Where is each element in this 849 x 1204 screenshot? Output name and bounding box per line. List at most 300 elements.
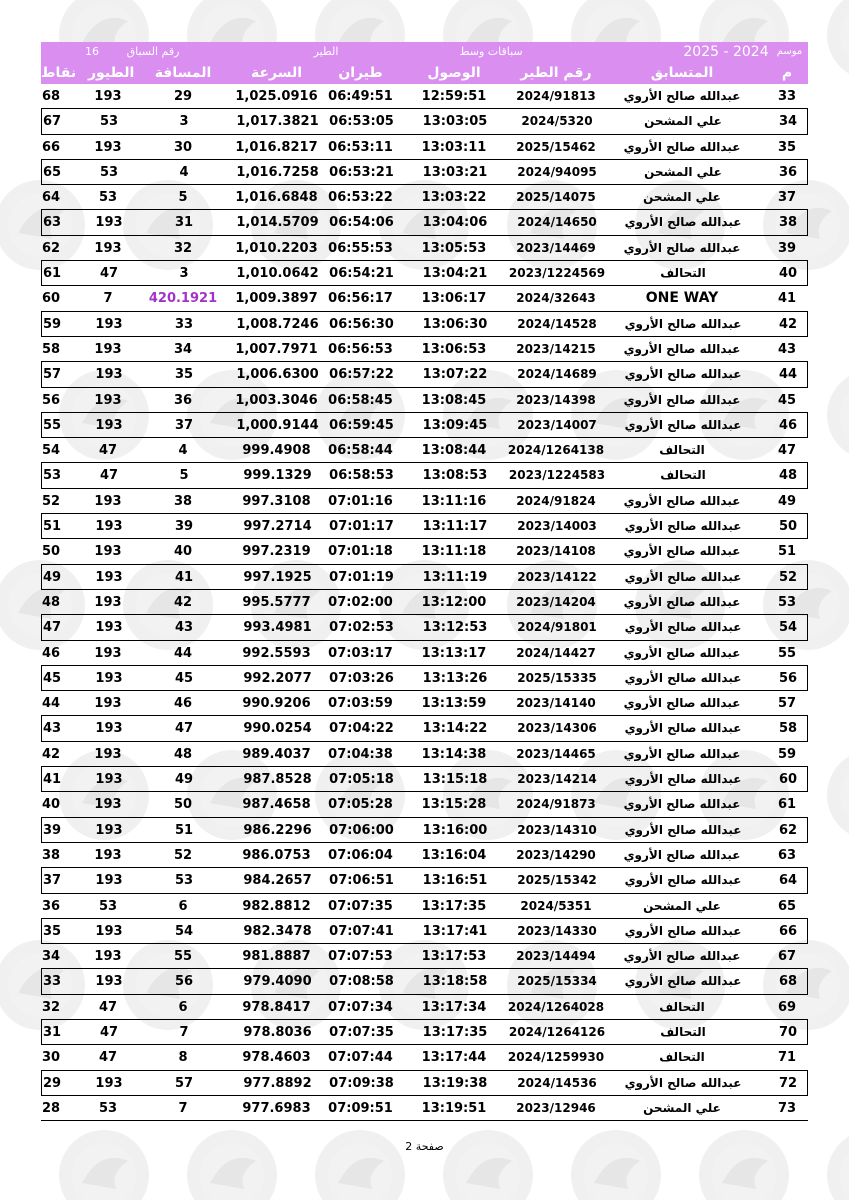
racer-name-cell: عبدالله صالح الأروي (624, 923, 742, 938)
distance-cell: 46 (173, 696, 193, 712)
col-birds: الطيور (88, 65, 135, 81)
ring-number-cell: 2024/1259930 (507, 1050, 605, 1065)
birds-cell: 53 (98, 190, 118, 206)
arrival-time-cell: 13:05:53 (421, 240, 487, 256)
arrival-time-cell: 13:03:22 (421, 190, 487, 206)
flight-time-cell: 06:49:51 (328, 89, 393, 104)
points-cell: 44 (41, 696, 61, 712)
col-points: نقاط (41, 65, 77, 81)
speed-cell: 1,016.7258 (236, 164, 319, 180)
points-cell: 59 (42, 316, 62, 332)
birds-cell: 193 (94, 594, 122, 610)
distance-cell: 6 (178, 999, 188, 1015)
distance-cell: 56 (174, 974, 194, 990)
racer-name-cell: عبدالله صالح الأروي (624, 569, 742, 584)
birds-cell: 193 (94, 696, 122, 712)
points-cell: 32 (41, 999, 61, 1015)
distance-cell: 6 (178, 898, 188, 914)
rank-cell: 38 (778, 215, 798, 231)
birds-cell: 193 (94, 544, 122, 560)
page-number: صفحة 2 (405, 1140, 444, 1153)
table-row (41, 261, 808, 286)
flight-time-cell: 07:02:00 (328, 594, 393, 610)
points-cell: 66 (41, 139, 61, 155)
speed-cell: 978.4603 (242, 1050, 311, 1066)
arrival-time-cell: 13:12:00 (421, 594, 487, 610)
arrival-time-cell: 13:07:22 (422, 367, 488, 383)
ring-number-cell: 2024/5351 (520, 898, 592, 913)
table-row (41, 312, 808, 337)
flight-time-cell: 06:58:53 (329, 468, 394, 484)
distance-cell: 54 (174, 923, 194, 939)
arrival-time-cell: 12:59:51 (421, 89, 487, 104)
speed-cell: 990.9206 (242, 696, 311, 712)
racer-name-cell: التحالف (660, 266, 706, 281)
flight-time-cell: 07:07:44 (328, 1050, 393, 1066)
racer-name-cell: عبدالله صالح الأروي (624, 721, 742, 736)
arrival-time-cell: 13:15:28 (421, 797, 487, 813)
arrival-time-cell: 13:04:21 (422, 266, 488, 282)
arrival-time-cell: 13:03:11 (421, 139, 487, 155)
flight-time-cell: 07:03:26 (329, 670, 394, 686)
arrival-time-cell: 13:17:34 (421, 999, 487, 1015)
speed-cell: 992.2077 (243, 670, 312, 686)
racer-name-cell: عبدالله صالح الأروي (623, 797, 741, 812)
birds-cell: 193 (95, 316, 123, 332)
rank-cell: 65 (777, 898, 797, 914)
distance-cell: 52 (173, 847, 193, 863)
racer-name-cell: عبدالله صالح الأروي (624, 1075, 742, 1090)
points-cell: 45 (42, 670, 62, 686)
table-row (41, 894, 808, 919)
racer-name-cell: عبدالله صالح الأروي (623, 139, 741, 154)
arrival-time-cell: 13:16:00 (422, 822, 488, 838)
rank-cell: 57 (777, 696, 797, 712)
ring-number-cell: 2023/14215 (516, 341, 596, 356)
arrival-time-cell: 13:03:21 (422, 164, 488, 180)
table-row (41, 792, 808, 817)
table-row (41, 463, 808, 488)
ring-number-cell: 2023/14108 (516, 544, 596, 559)
season-value: 2025 - 2024 (683, 44, 769, 60)
racer-name-cell: التحالف (660, 468, 706, 483)
ring-number-cell: 2023/14398 (516, 392, 596, 407)
rank-cell: 52 (778, 569, 798, 585)
points-cell: 51 (42, 519, 62, 535)
table-row (41, 135, 808, 160)
table-row (41, 944, 808, 969)
racer-name-cell: عبدالله صالح الأروي (623, 746, 741, 761)
table-row (41, 362, 808, 387)
flight-time-cell: 07:05:18 (329, 772, 394, 788)
flight-time-cell: 06:56:53 (328, 341, 393, 357)
flight-time-cell: 07:07:41 (329, 923, 394, 939)
flight-time-cell: 06:53:11 (328, 139, 393, 155)
arrival-time-cell: 13:11:17 (422, 519, 488, 535)
distance-cell: 42 (173, 594, 193, 610)
speed-cell: 986.2296 (243, 822, 312, 838)
table-row (41, 590, 808, 615)
birds-cell: 193 (95, 367, 123, 383)
rank-cell: 48 (778, 468, 798, 484)
speed-cell: 1,006.6300 (236, 367, 319, 383)
rank-cell: 64 (778, 873, 798, 889)
ring-number-cell: 2023/14140 (516, 696, 596, 711)
distance-cell: 420.1921 (148, 291, 218, 307)
racer-name-cell: علي المشحن (644, 114, 722, 129)
arrival-time-cell: 13:17:44 (421, 1050, 487, 1066)
birds-cell: 193 (95, 519, 123, 535)
table-row (41, 716, 808, 741)
arrival-time-cell: 13:08:53 (422, 468, 488, 484)
birds-cell: 47 (99, 468, 119, 484)
points-cell: 56 (41, 392, 61, 408)
flight-time-cell: 06:57:22 (329, 367, 394, 383)
flight-time-cell: 07:07:34 (328, 999, 393, 1015)
ring-number-cell: 2024/1264126 (508, 1024, 606, 1039)
ring-number-cell: 2025/15462 (516, 139, 596, 154)
speed-cell: 981.8887 (242, 949, 311, 965)
birds-cell: 193 (95, 1075, 123, 1091)
rank-cell: 55 (777, 645, 797, 661)
arrival-time-cell: 13:03:05 (422, 114, 488, 130)
column-headers (41, 62, 808, 84)
table-row (41, 1071, 808, 1096)
arrival-time-cell: 13:06:17 (421, 291, 487, 307)
racer-name-cell: عبدالله صالح الأروي (624, 974, 742, 989)
arrival-time-cell: 13:12:53 (422, 620, 488, 636)
rank-cell: 60 (778, 772, 798, 788)
birds-cell: 193 (95, 215, 123, 231)
flight-time-cell: 06:59:45 (329, 417, 394, 433)
rank-cell: 58 (778, 721, 798, 737)
ring-number-cell: 2025/15342 (517, 873, 597, 888)
flight-time-cell: 07:07:35 (329, 1024, 394, 1040)
ring-number-cell: 2023/12946 (516, 1100, 596, 1115)
racer-name-cell: علي المشحن (643, 190, 721, 205)
points-cell: 57 (42, 367, 62, 383)
rank-cell: 36 (778, 164, 798, 180)
distance-cell: 5 (178, 190, 188, 206)
table-row (41, 185, 808, 210)
arrival-time-cell: 13:13:17 (421, 645, 487, 661)
birds-cell: 193 (94, 341, 122, 357)
speed-cell: 977.8892 (243, 1075, 312, 1091)
birds-cell: 53 (98, 898, 118, 914)
distance-cell: 39 (174, 519, 194, 535)
speed-cell: 1,010.2203 (235, 240, 318, 256)
distance-cell: 40 (173, 544, 193, 560)
rank-cell: 59 (777, 746, 797, 762)
ring-number-cell: 2024/14689 (517, 367, 597, 382)
arrival-time-cell: 13:08:45 (421, 392, 487, 408)
table-row (41, 868, 808, 893)
flight-time-cell: 07:06:51 (329, 873, 394, 889)
points-cell: 37 (42, 873, 62, 889)
speed-cell: 1,016.8217 (235, 139, 318, 155)
flight-time-cell: 07:09:38 (329, 1075, 394, 1091)
points-cell: 42 (41, 746, 61, 762)
arrival-time-cell: 13:18:58 (422, 974, 488, 990)
ring-number-cell: 2025/14075 (516, 190, 596, 205)
speed-cell: 979.4090 (243, 974, 312, 990)
table-row (41, 210, 808, 235)
flight-time-cell: 06:58:45 (328, 392, 393, 408)
race-number-value: 16 (85, 45, 99, 58)
col-racer: المتسابق (650, 65, 714, 81)
points-cell: 52 (41, 493, 61, 509)
ring-number-cell: 2023/14494 (516, 949, 596, 964)
table-row (41, 742, 808, 767)
rank-cell: 45 (777, 392, 797, 408)
table-row (41, 995, 808, 1020)
points-cell: 54 (41, 443, 61, 459)
racer-name-cell: عبدالله صالح الأروي (623, 949, 741, 964)
points-cell: 28 (41, 1100, 61, 1116)
table-row (41, 388, 808, 413)
speed-cell: 997.2319 (242, 544, 311, 560)
ring-number-cell: 2024/91873 (516, 797, 596, 812)
flight-time-cell: 07:05:28 (328, 797, 393, 813)
col-arrival: الوصول (427, 65, 481, 81)
table-row (41, 438, 808, 463)
flight-time-cell: 07:04:22 (329, 721, 394, 737)
distance-cell: 36 (173, 392, 193, 408)
racer-name-cell: عبدالله صالح الأروي (623, 341, 741, 356)
header-band (41, 42, 808, 62)
birds-cell: 193 (95, 772, 123, 788)
arrival-time-cell: 13:13:26 (422, 670, 488, 686)
speed-cell: 990.0254 (243, 721, 312, 737)
racer-name-cell: عبدالله صالح الأروي (623, 89, 741, 103)
distance-cell: 8 (178, 1050, 188, 1066)
speed-cell: 999.4908 (242, 443, 311, 459)
birds-cell: 47 (99, 266, 119, 282)
rank-cell: 41 (777, 291, 797, 307)
racer-name-cell: عبدالله صالح الأروي (624, 215, 742, 230)
distance-cell: 32 (173, 240, 193, 256)
points-cell: 65 (42, 164, 62, 180)
rank-cell: 71 (777, 1050, 797, 1066)
flight-time-cell: 07:09:51 (328, 1100, 393, 1116)
rank-cell: 47 (777, 443, 797, 459)
ring-number-cell: 2023/14310 (517, 822, 597, 837)
points-cell: 63 (42, 215, 62, 231)
flight-time-cell: 07:03:59 (328, 696, 393, 712)
distance-cell: 51 (174, 822, 194, 838)
rank-cell: 70 (778, 1024, 798, 1040)
rank-cell: 72 (778, 1075, 798, 1091)
ring-number-cell: 2023/14003 (517, 519, 597, 534)
speed-cell: 982.3478 (243, 923, 312, 939)
arrival-time-cell: 13:11:18 (421, 544, 487, 560)
rank-cell: 33 (777, 89, 797, 104)
racer-name-cell: عبدالله صالح الأروي (624, 822, 742, 837)
distance-cell: 43 (174, 620, 194, 636)
flight-time-cell: 07:01:17 (329, 519, 394, 535)
racer-name-cell: عبدالله صالح الأروي (623, 645, 741, 660)
flight-time-cell: 07:01:19 (329, 569, 394, 585)
rank-cell: 50 (778, 519, 798, 535)
flight-time-cell: 06:53:21 (329, 164, 394, 180)
racer-name-cell: علي المشحن (644, 164, 722, 179)
rank-cell: 69 (777, 999, 797, 1015)
arrival-time-cell: 13:08:44 (421, 443, 487, 459)
flight-time-cell: 06:55:53 (328, 240, 393, 256)
rank-cell: 68 (778, 974, 798, 990)
racer-name-cell: عبدالله صالح الأروي (624, 620, 742, 635)
ring-number-cell: 2024/91801 (517, 620, 597, 635)
arrival-time-cell: 13:06:30 (422, 316, 488, 332)
race-category: سباقات وسط (459, 45, 523, 58)
arrival-time-cell: 13:14:38 (421, 746, 487, 762)
table-row (41, 818, 808, 843)
rank-cell: 44 (778, 367, 798, 383)
arrival-time-cell: 13:17:41 (422, 923, 488, 939)
table-row (41, 84, 808, 109)
distance-cell: 3 (179, 266, 189, 282)
speed-cell: 982.8812 (242, 898, 311, 914)
distance-cell: 31 (174, 215, 194, 231)
speed-cell: 997.2714 (243, 519, 312, 535)
speed-cell: 987.8528 (243, 772, 312, 788)
watermark-emblem (827, 750, 849, 840)
points-cell: 62 (41, 240, 61, 256)
rank-cell: 34 (778, 114, 798, 130)
flight-time-cell: 06:53:22 (328, 190, 393, 206)
speed-cell: 1,009.3897 (235, 291, 318, 307)
speed-cell: 1,025.0916 (235, 89, 318, 104)
birds-cell: 193 (94, 746, 122, 762)
watermark-emblem (827, 0, 849, 80)
birds-cell: 193 (95, 873, 123, 889)
ring-number-cell: 2023/14465 (516, 746, 596, 761)
arrival-time-cell: 13:17:35 (421, 898, 487, 914)
ring-number-cell: 2025/15335 (517, 670, 597, 685)
ring-number-cell: 2023/14330 (517, 923, 597, 938)
birds-cell: 53 (98, 1100, 118, 1116)
speed-cell: 997.1925 (243, 569, 312, 585)
points-cell: 40 (41, 797, 61, 813)
points-cell: 36 (41, 898, 61, 914)
distance-cell: 4 (178, 443, 188, 459)
arrival-time-cell: 13:11:19 (422, 569, 488, 585)
flight-time-cell: 07:01:18 (328, 544, 393, 560)
flight-time-cell: 07:04:38 (328, 746, 393, 762)
racer-name-cell: عبدالله صالح الأروي (624, 367, 742, 382)
ring-number-cell: 2023/14469 (516, 240, 596, 255)
speed-cell: 978.8417 (242, 999, 311, 1015)
distance-cell: 37 (174, 417, 194, 433)
table-body (41, 84, 808, 1121)
points-cell: 43 (42, 721, 62, 737)
ring-number-cell: 2023/1224569 (508, 266, 606, 281)
arrival-time-cell: 13:19:51 (421, 1100, 487, 1116)
table-row (41, 969, 808, 994)
table-row (41, 539, 808, 564)
table-row (41, 236, 808, 261)
table-row (41, 489, 808, 514)
speed-cell: 989.4037 (242, 746, 311, 762)
flight-time-cell: 06:56:30 (329, 316, 394, 332)
season-label: موسم (776, 46, 803, 57)
table-row (41, 514, 808, 539)
speed-cell: 1,017.3821 (236, 114, 319, 130)
distance-cell: 53 (174, 873, 194, 889)
flight-time-cell: 07:03:17 (328, 645, 393, 661)
racer-name-cell: علي المشحن (643, 1100, 721, 1115)
rank-cell: 61 (777, 797, 797, 813)
points-cell: 31 (42, 1024, 62, 1040)
table-row (41, 843, 808, 868)
table-row (41, 565, 808, 590)
points-cell: 39 (42, 822, 62, 838)
flight-time-cell: 07:08:58 (329, 974, 394, 990)
speed-cell: 1,010.0642 (236, 266, 319, 282)
speed-cell: 993.4981 (243, 620, 312, 636)
racer-name-cell: التحالف (659, 1050, 705, 1065)
points-cell: 50 (41, 544, 61, 560)
distance-cell: 34 (173, 341, 193, 357)
arrival-time-cell: 13:13:59 (421, 696, 487, 712)
birds-cell: 193 (94, 240, 122, 256)
birds-cell: 193 (94, 797, 122, 813)
flight-time-cell: 07:06:04 (328, 847, 393, 863)
speed-cell: 977.6983 (242, 1100, 311, 1116)
distance-cell: 47 (174, 721, 194, 737)
rank-cell: 66 (778, 923, 798, 939)
birds-cell: 193 (95, 721, 123, 737)
points-cell: 53 (42, 468, 62, 484)
rank-cell: 53 (777, 594, 797, 610)
table-row (41, 1020, 808, 1045)
ring-number-cell: 2024/14650 (517, 215, 597, 230)
birds-cell: 193 (94, 847, 122, 863)
flight-time-cell: 06:56:17 (328, 291, 393, 307)
table-row (41, 1096, 808, 1121)
birds-cell: 47 (98, 1050, 118, 1066)
table-row (41, 919, 808, 944)
ring-number-cell: 2025/15334 (517, 974, 597, 989)
distance-cell: 4 (179, 164, 189, 180)
points-cell: 68 (41, 89, 61, 104)
ring-number-cell: 2024/1264138 (507, 443, 605, 458)
points-cell: 41 (42, 772, 62, 788)
points-cell: 46 (41, 645, 61, 661)
ring-number-cell: 2024/94095 (517, 164, 597, 179)
flight-time-cell: 06:58:44 (328, 443, 393, 459)
arrival-time-cell: 13:17:35 (422, 1024, 488, 1040)
points-cell: 38 (41, 847, 61, 863)
rank-cell: 40 (778, 266, 798, 282)
birds-cell: 193 (95, 670, 123, 686)
rank-cell: 54 (778, 620, 798, 636)
flight-time-cell: 06:54:06 (329, 215, 394, 231)
bird-label: الطير (313, 45, 339, 58)
distance-cell: 5 (179, 468, 189, 484)
racer-name-cell: عبدالله صالح الأروي (623, 696, 741, 711)
rank-cell: 56 (778, 670, 798, 686)
arrival-time-cell: 13:11:16 (421, 493, 487, 509)
points-cell: 58 (41, 341, 61, 357)
birds-cell: 53 (99, 114, 119, 130)
speed-cell: 986.0753 (242, 847, 311, 863)
racer-name-cell: التحالف (659, 443, 705, 458)
birds-cell: 193 (94, 949, 122, 965)
rank-cell: 49 (777, 493, 797, 509)
points-cell: 35 (42, 923, 62, 939)
flight-time-cell: 07:02:53 (329, 620, 394, 636)
